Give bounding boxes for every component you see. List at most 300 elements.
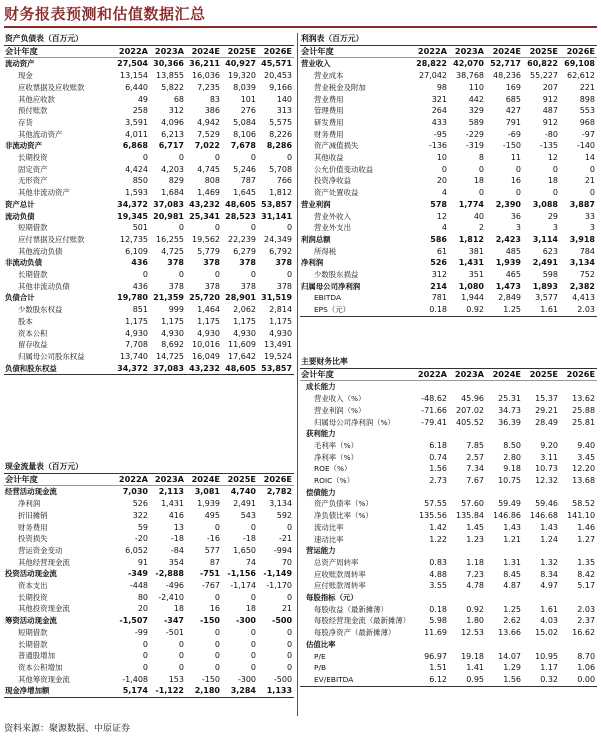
cell-value: -349 bbox=[127, 569, 148, 579]
cell-value: 1.61 bbox=[523, 304, 560, 316]
row-label: 成长能力 bbox=[306, 382, 336, 392]
cell-value: 5.17 bbox=[577, 581, 596, 591]
cell-value: 58.52 bbox=[572, 499, 596, 509]
cell-value: 968 bbox=[579, 117, 595, 127]
row-label: 少数股东权益 bbox=[18, 305, 63, 315]
table-row bbox=[4, 510, 294, 522]
cell-value bbox=[523, 592, 560, 604]
cell-value: 0 bbox=[214, 270, 220, 280]
cell-value: 2.80 bbox=[503, 452, 521, 462]
cell-value bbox=[560, 487, 597, 499]
cell-value: 91 bbox=[137, 557, 148, 567]
cell-value: 3,134 bbox=[269, 499, 293, 509]
cell-value: -150 bbox=[201, 674, 220, 684]
cell-value: 1,175 bbox=[197, 316, 220, 326]
table-row bbox=[300, 580, 597, 592]
cell-value: 13 bbox=[173, 522, 184, 532]
cell-value: 19.18 bbox=[461, 651, 484, 661]
row-label: 短期借款 bbox=[18, 627, 48, 637]
cell-value: 28,822 bbox=[416, 59, 447, 69]
cell-value: 3 bbox=[589, 223, 595, 233]
cell-value: -69 bbox=[507, 129, 521, 139]
table-row bbox=[300, 257, 597, 269]
cell-value: 33 bbox=[584, 211, 595, 221]
row-label: 资产负债率（%） bbox=[314, 499, 373, 509]
cell-value: 8.70 bbox=[577, 651, 596, 661]
cell-value: -84 bbox=[170, 545, 184, 555]
header-year: 2024E bbox=[486, 45, 523, 58]
row-label: 资本公积增加 bbox=[18, 662, 63, 672]
cell-value bbox=[560, 639, 597, 651]
table-row bbox=[300, 452, 597, 464]
balance-sheet-table bbox=[4, 33, 294, 375]
cell-value bbox=[449, 487, 486, 499]
table-row bbox=[4, 650, 294, 662]
cell-value: 37,083 bbox=[150, 363, 186, 375]
cell-value: 45.96 bbox=[461, 394, 484, 404]
cell-value: 6,868 bbox=[122, 141, 148, 151]
cell-value: 45,571 bbox=[261, 59, 293, 69]
cell-value: 784 bbox=[579, 246, 595, 256]
row-label: 偿债能力 bbox=[306, 487, 336, 497]
cell-value: 0 bbox=[214, 592, 220, 602]
row-label: 现金净增加额 bbox=[4, 685, 114, 697]
header-year: 2022A bbox=[412, 368, 449, 381]
cell-value: 69,108 bbox=[564, 59, 595, 69]
cell-value: 135.56 bbox=[419, 511, 447, 521]
cell-value: 13.62 bbox=[572, 394, 596, 404]
cell-value bbox=[486, 545, 523, 557]
row-label: 长期借款 bbox=[18, 639, 48, 649]
cell-value: 12.53 bbox=[461, 628, 484, 638]
cell-value: 36 bbox=[510, 211, 521, 221]
cell-value: 3,114 bbox=[532, 234, 558, 244]
income-statement-table bbox=[300, 33, 597, 317]
cell-value: 1,812 bbox=[269, 188, 293, 198]
row-label: 归属母公司净利润 bbox=[301, 281, 361, 291]
cell-value: 8.42 bbox=[577, 569, 596, 579]
cell-value: 1.41 bbox=[466, 663, 484, 673]
row-label: 筹资活动现金流 bbox=[5, 616, 57, 626]
row-label: 获利能力 bbox=[306, 429, 336, 439]
cell-value: 386 bbox=[204, 106, 220, 116]
cell-value: 49 bbox=[137, 94, 148, 104]
cell-value: 999 bbox=[168, 305, 184, 315]
cell-value: 4,930 bbox=[269, 328, 293, 338]
cell-value: 12,735 bbox=[120, 234, 148, 244]
table-row bbox=[4, 592, 294, 604]
cell-value: 1.18 bbox=[466, 557, 484, 567]
cell-value: 0 bbox=[250, 153, 256, 163]
table-row bbox=[300, 615, 597, 627]
cell-value: -80 bbox=[544, 129, 558, 139]
table-row bbox=[4, 304, 294, 316]
cell-value: 4,725 bbox=[161, 246, 184, 256]
table-row bbox=[4, 615, 294, 627]
table-row bbox=[300, 627, 597, 639]
cell-value: 8.34 bbox=[540, 569, 558, 579]
row-label: 长期投资 bbox=[18, 592, 48, 602]
cell-value: 3 bbox=[552, 223, 558, 233]
cell-value: -500 bbox=[272, 616, 293, 626]
row-label: 估值比率 bbox=[306, 639, 336, 649]
cell-value: 14 bbox=[584, 153, 595, 163]
cell-value: 6.18 bbox=[429, 440, 447, 450]
row-label: 应付票据及应付账款 bbox=[18, 234, 85, 244]
cell-value: 598 bbox=[542, 270, 558, 280]
cell-value: -2,888 bbox=[155, 569, 184, 579]
cell-value: 501 bbox=[132, 223, 148, 233]
header-year: 2025E bbox=[222, 473, 258, 486]
cell-value: 1,175 bbox=[233, 316, 256, 326]
table-row bbox=[300, 522, 597, 534]
cell-value: 8,286 bbox=[266, 141, 293, 151]
cell-value: 0 bbox=[552, 164, 558, 174]
cell-value: 59.49 bbox=[498, 499, 521, 509]
row-label: 归属母公司股东权益 bbox=[18, 351, 85, 361]
cell-value bbox=[523, 381, 560, 393]
cell-value: 0 bbox=[250, 223, 256, 233]
cell-value: 4,413 bbox=[572, 293, 595, 303]
cell-value: 11 bbox=[510, 153, 521, 163]
cell-value: 0 bbox=[178, 651, 184, 661]
cell-value: 12.20 bbox=[572, 464, 596, 474]
cell-value: 1.32 bbox=[540, 557, 558, 567]
cell-value: -99 bbox=[134, 627, 148, 637]
row-label: 营业外收入 bbox=[314, 211, 351, 221]
table-row bbox=[4, 316, 294, 328]
cell-value: 43,232 bbox=[186, 363, 222, 375]
table-row bbox=[4, 522, 294, 534]
cell-value: -97 bbox=[581, 129, 595, 139]
table-row bbox=[300, 557, 597, 569]
table-row bbox=[300, 604, 597, 616]
cell-value: 4,930 bbox=[161, 328, 184, 338]
cell-value: 0 bbox=[286, 639, 293, 649]
table-row bbox=[300, 82, 597, 94]
cell-value bbox=[412, 381, 449, 393]
cell-value: 808 bbox=[204, 176, 220, 186]
row-label: 营运能力 bbox=[306, 546, 336, 556]
table-row bbox=[4, 94, 294, 106]
cell-value: 13,740 bbox=[120, 351, 148, 361]
cell-value: -501 bbox=[165, 627, 184, 637]
row-label: 财务费用 bbox=[18, 522, 48, 532]
row-label: 利润总额 bbox=[301, 234, 331, 244]
cell-value: 1,431 bbox=[161, 499, 184, 509]
row-label: 预付账款 bbox=[18, 106, 48, 116]
row-label: 长期借款 bbox=[18, 270, 48, 280]
table-row bbox=[4, 199, 294, 211]
cell-value: 577 bbox=[204, 545, 220, 555]
cell-value bbox=[560, 428, 597, 440]
cell-value: 207.02 bbox=[456, 405, 484, 415]
cell-value: 22,239 bbox=[228, 234, 256, 244]
table-row bbox=[300, 269, 597, 281]
cell-value: 6,279 bbox=[233, 246, 256, 256]
cell-value: 0 bbox=[214, 651, 220, 661]
cell-value: 29 bbox=[547, 211, 558, 221]
cell-value: 3.11 bbox=[540, 452, 558, 462]
table-row bbox=[4, 58, 294, 70]
cell-value: 6,213 bbox=[161, 129, 184, 139]
cell-value: 15.37 bbox=[535, 394, 558, 404]
cell-value: 29.21 bbox=[535, 405, 558, 415]
source-note: 资料来源：聚源数据、中原证券 bbox=[4, 724, 131, 734]
cell-value bbox=[523, 428, 560, 440]
table-row bbox=[4, 269, 294, 281]
cell-value: 34.73 bbox=[498, 405, 521, 415]
cell-value: 3,887 bbox=[569, 199, 595, 209]
cell-value: 578 bbox=[430, 199, 447, 209]
cell-value: 135.84 bbox=[456, 511, 484, 521]
row-label: 股本 bbox=[18, 316, 33, 326]
row-label: 流动比率 bbox=[314, 522, 344, 532]
cell-value: 10.73 bbox=[535, 464, 558, 474]
cell-value: 0.32 bbox=[523, 674, 560, 686]
table-row bbox=[300, 428, 597, 440]
cell-value: 13,855 bbox=[156, 71, 184, 81]
table-row bbox=[300, 475, 597, 487]
row-label: EV/EBITDA bbox=[300, 674, 412, 686]
cell-value: 0 bbox=[142, 153, 148, 163]
header-year: 2022A bbox=[114, 473, 150, 486]
cell-value: 0 bbox=[515, 188, 521, 198]
cell-value: 4,930 bbox=[125, 328, 148, 338]
cell-value: 898 bbox=[579, 94, 595, 104]
cell-value: 258 bbox=[132, 106, 148, 116]
cell-value: 8.45 bbox=[503, 569, 521, 579]
cell-value: 0 bbox=[250, 662, 256, 672]
cell-value: 3.55 bbox=[429, 581, 447, 591]
cell-value: 0 bbox=[478, 164, 484, 174]
header-year: 2023A bbox=[150, 45, 186, 58]
cell-value: 0 bbox=[250, 592, 256, 602]
cell-value: -16 bbox=[206, 534, 220, 544]
cell-value: 1,431 bbox=[458, 258, 484, 268]
row-label: 固定资产 bbox=[18, 164, 48, 174]
cell-value: 10 bbox=[436, 153, 447, 163]
cell-value: 20 bbox=[436, 176, 447, 186]
cell-value bbox=[486, 639, 523, 651]
cell-value: 313 bbox=[276, 106, 293, 116]
cell-value: 140 bbox=[276, 94, 293, 104]
cell-value: 0 bbox=[142, 639, 148, 649]
cell-value: 1,812 bbox=[458, 234, 484, 244]
cell-value: 3,088 bbox=[532, 199, 558, 209]
cell-value: 62,612 bbox=[567, 71, 595, 81]
cell-value: 8.50 bbox=[503, 440, 521, 450]
cell-value: -229 bbox=[465, 129, 484, 139]
cell-value: 4.88 bbox=[429, 569, 447, 579]
cell-value: 7,708 bbox=[125, 340, 148, 350]
cell-value: 27,504 bbox=[117, 59, 148, 69]
cell-value: 13.68 bbox=[572, 476, 596, 486]
table-row bbox=[300, 545, 597, 557]
cell-value: 0 bbox=[250, 522, 256, 532]
cell-value: 1.25 bbox=[486, 304, 523, 316]
table-row bbox=[300, 199, 597, 211]
cell-value: 40 bbox=[473, 211, 484, 221]
cell-value: 19,524 bbox=[264, 351, 293, 361]
table-row bbox=[300, 304, 597, 316]
cell-value: 354 bbox=[168, 557, 184, 567]
cell-value: 7,022 bbox=[194, 141, 220, 151]
cell-value: 592 bbox=[276, 510, 293, 520]
cell-value: 0 bbox=[142, 662, 148, 672]
table-row bbox=[4, 662, 294, 674]
cell-value: -1,170 bbox=[266, 581, 293, 591]
table-row bbox=[4, 257, 294, 269]
table-row bbox=[4, 152, 294, 164]
cell-value: 0 bbox=[441, 164, 447, 174]
table-row bbox=[4, 498, 294, 510]
cell-value: 12 bbox=[547, 153, 558, 163]
cell-value: 37,083 bbox=[153, 199, 184, 209]
row-label: 营业外支出 bbox=[314, 223, 351, 233]
cell-value: 8,692 bbox=[161, 340, 184, 350]
cell-value: 495 bbox=[204, 510, 220, 520]
table-row bbox=[4, 175, 294, 187]
table-row bbox=[300, 129, 597, 141]
table-row bbox=[300, 405, 597, 417]
row-label: 营业收入 bbox=[301, 59, 331, 69]
row-label: 所得税 bbox=[314, 246, 337, 256]
row-label: ROIC（%） bbox=[314, 476, 355, 486]
row-label: 经营活动现金流 bbox=[5, 487, 57, 497]
cell-value: 36.39 bbox=[498, 417, 521, 427]
cell-value: 7.85 bbox=[466, 440, 484, 450]
table-row bbox=[4, 164, 294, 176]
cell-value: 80 bbox=[137, 592, 148, 602]
row-label: 其他收益 bbox=[314, 153, 344, 163]
cell-value: 2,382 bbox=[569, 281, 595, 291]
cell-value: 14.07 bbox=[498, 651, 521, 661]
cell-value: 1.25 bbox=[503, 604, 521, 614]
cell-value: 1,939 bbox=[197, 499, 220, 509]
table-row bbox=[4, 627, 294, 639]
cell-value: 31,519 bbox=[261, 293, 293, 303]
cell-value: 1.35 bbox=[577, 557, 596, 567]
table-row bbox=[4, 82, 294, 94]
table-row bbox=[300, 381, 597, 393]
cell-value: 4.03 bbox=[540, 616, 558, 626]
cell-value: -48.62 bbox=[421, 394, 447, 404]
cell-value: 7.23 bbox=[466, 569, 484, 579]
cell-value: 5.98 bbox=[429, 616, 447, 626]
cell-value: 7,678 bbox=[230, 141, 256, 151]
cell-value: 169 bbox=[505, 82, 521, 92]
table-row bbox=[300, 569, 597, 581]
cell-value: 2 bbox=[478, 223, 484, 233]
cell-value: 0.92 bbox=[466, 604, 484, 614]
table-row bbox=[4, 639, 294, 651]
cell-value bbox=[412, 592, 449, 604]
header-row bbox=[4, 45, 294, 58]
table-row bbox=[300, 164, 597, 176]
cell-value: 61 bbox=[436, 246, 447, 256]
cell-value: 1,469 bbox=[197, 188, 220, 198]
cell-value: 4 bbox=[441, 223, 447, 233]
cell-value bbox=[560, 545, 597, 557]
cell-value bbox=[412, 428, 449, 440]
table-row bbox=[4, 557, 294, 569]
cell-value: 48,605 bbox=[222, 363, 258, 375]
cell-value: 1.06 bbox=[577, 663, 596, 673]
cell-value: 378 bbox=[203, 258, 220, 268]
cell-value: -140 bbox=[576, 141, 595, 151]
header-year: 2026E bbox=[560, 368, 597, 381]
cell-value: 2,782 bbox=[266, 487, 293, 497]
cell-value: 17,642 bbox=[228, 351, 256, 361]
table-row bbox=[4, 486, 294, 498]
cell-value: 752 bbox=[579, 270, 595, 280]
cell-value: 0 bbox=[286, 662, 293, 672]
cell-value: 34,372 bbox=[114, 363, 150, 375]
ratios-caption: 主要财务比率 bbox=[300, 356, 597, 368]
cell-value: 6,052 bbox=[125, 545, 148, 555]
cell-value: -1,507 bbox=[119, 616, 148, 626]
cell-value: 2.37 bbox=[577, 616, 596, 626]
table-row bbox=[300, 417, 597, 429]
table-row bbox=[4, 685, 294, 697]
cell-value: 4,011 bbox=[125, 129, 148, 139]
cell-value: 553 bbox=[579, 106, 595, 116]
cell-value: -21 bbox=[278, 534, 293, 544]
header-row bbox=[4, 473, 294, 486]
cell-value: 13.66 bbox=[498, 628, 521, 638]
cell-value bbox=[486, 487, 523, 499]
header-year: 2024E bbox=[186, 45, 222, 58]
row-label: 资本公积 bbox=[18, 328, 48, 338]
cell-value: 31,141 bbox=[261, 211, 293, 221]
cell-value: 0.92 bbox=[449, 304, 486, 316]
cell-value: 70 bbox=[281, 557, 293, 567]
row-label: 应收票据及应收账款 bbox=[18, 82, 85, 92]
cell-value: 2,491 bbox=[233, 499, 256, 509]
cell-value: 0 bbox=[478, 188, 484, 198]
cell-value: 16,049 bbox=[192, 351, 220, 361]
cell-value: 0 bbox=[142, 270, 148, 280]
cell-value: 6,792 bbox=[269, 246, 293, 256]
cell-value bbox=[412, 545, 449, 557]
cell-value: 589 bbox=[468, 117, 484, 127]
cell-value: 0 bbox=[214, 223, 220, 233]
cell-value: 98 bbox=[436, 82, 447, 92]
table-row bbox=[300, 105, 597, 117]
header-year: 2022A bbox=[114, 45, 150, 58]
row-label: 营业费用 bbox=[314, 94, 344, 104]
header-row bbox=[300, 45, 597, 58]
table-row bbox=[300, 70, 597, 82]
cell-value bbox=[449, 639, 486, 651]
cell-value: 18 bbox=[173, 604, 184, 614]
cell-value: 787 bbox=[240, 176, 256, 186]
cell-value bbox=[449, 592, 486, 604]
cell-value: -150 bbox=[199, 616, 220, 626]
table-row bbox=[300, 510, 597, 522]
table-row bbox=[4, 211, 294, 223]
cell-value: 8,106 bbox=[233, 129, 256, 139]
cell-value: 12.32 bbox=[535, 476, 558, 486]
cell-value: 0 bbox=[178, 153, 184, 163]
cell-value: 1.27 bbox=[577, 534, 596, 544]
table-row bbox=[4, 363, 294, 375]
table-row bbox=[300, 393, 597, 405]
cell-value: 1.31 bbox=[503, 557, 521, 567]
table-row bbox=[4, 117, 294, 129]
header-year: 2023A bbox=[449, 45, 486, 58]
